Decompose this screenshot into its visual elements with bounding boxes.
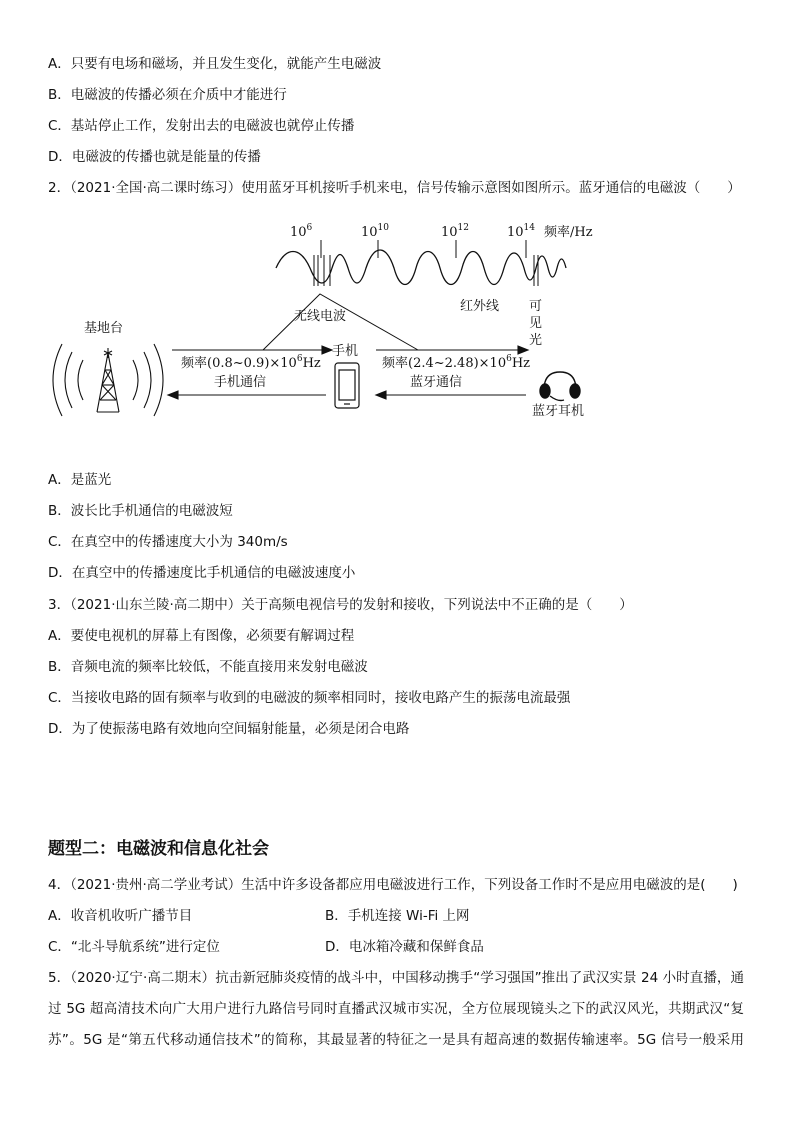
phone-comm-label: 手机通信 xyxy=(214,375,267,390)
q3-option-b: B．音频电流的频率比较低，不能直接用来发射电磁波 xyxy=(48,659,368,675)
earphone-icon xyxy=(540,372,580,401)
phone-label: 手机 xyxy=(332,344,359,359)
tick-10-14: 10 xyxy=(507,225,524,240)
earphone-label: 蓝牙耳机 xyxy=(532,404,585,419)
section-title: 题型二：电磁波和信息化社会 xyxy=(48,839,269,859)
q4-option-a: A．收音机收听广播节目 xyxy=(48,908,193,924)
base-station-label: 基地台 xyxy=(84,321,124,336)
q2-option-d: D．在真空中的传播速度比手机通信的电磁波速度小 xyxy=(48,565,356,581)
left-frequency: 频率$(0.8\sim 0.9)\times 10^6Hz$ xyxy=(181,354,321,371)
q4-stem: 4．（2021·贵州·高二学业考试）生活中许多设备都应用电磁波进行工作，下列设备工作时不是应用电磁波的是( ) xyxy=(48,877,738,893)
q2-option-a: A．是蓝光 xyxy=(48,472,112,488)
q1-option-c: C．基站停止工作，发射出去的电磁波也就停止传播 xyxy=(48,118,355,134)
base-station-icon xyxy=(53,344,163,416)
q1-option-a: A．只要有电场和磁场，并且发生变化，就能产生电磁波 xyxy=(48,56,382,72)
radio-wave-label: 无线电波 xyxy=(294,309,347,324)
q3-stem: 3．（2021·山东兰陵·高二期中）关于高频电视信号的发射和接收，下列说法中不正确的是（ ） xyxy=(48,597,633,613)
q3-option-c: C．当接收电路的固有频率与收到的电磁波的频率相同时，接收电路产生的振荡电流最强 xyxy=(48,690,571,706)
q2-option-c: C．在真空中的传播速度大小为 340m/s xyxy=(48,534,288,550)
phone-icon xyxy=(335,363,359,408)
q3-option-d: D．为了使振荡电路有效地向空间辐射能量，必须是闭合电路 xyxy=(48,721,410,737)
q3-option-a: A．要使电视机的屏幕上有图像，必须要有解调过程 xyxy=(48,628,355,644)
svg-text:106 xyxy=(290,223,313,240)
tick-10-6-exp: 6 xyxy=(306,223,313,233)
svg-text:1010 xyxy=(361,223,389,240)
signal-transmission-diagram xyxy=(48,210,768,440)
q5-line-2: 过 5G 超高清技术向广大用户进行九路信号同时直播武汉城市实况，全方位展现镜头之下的武汉风光，共期武汉“复 xyxy=(48,1001,744,1017)
tick-10-10-exp: 10 xyxy=(377,223,389,233)
visible-light-label-3: 光 xyxy=(529,333,543,348)
spectrum-wave xyxy=(276,250,566,285)
q4-option-b: B．手机连接 Wi-Fi 上网 xyxy=(325,908,470,924)
q2-stem: 2．（2021·全国·高二课时练习）使用蓝牙耳机接听手机来电，信号传输示意图如图所示。蓝牙通信的电磁波（ ） xyxy=(48,180,741,196)
bluetooth-comm-label: 蓝牙通信 xyxy=(410,375,463,390)
frequency-unit: 频率/Hz xyxy=(544,225,593,240)
infrared-label: 红外线 xyxy=(460,299,500,314)
svg-text:1014 xyxy=(507,223,535,240)
tick-10-14-exp: 14 xyxy=(523,223,535,233)
tick-10-12: 10 xyxy=(441,225,458,240)
radio-band-marks xyxy=(314,255,538,286)
phone-comm-arrows xyxy=(168,346,332,399)
tick-10-10: 10 xyxy=(361,225,378,240)
q5-line-3: 苏”。5G 是“第五代移动通信技术”的简称，其最显著的特征之一是具有超高速的数据传输速率。5G 信号一般采用 xyxy=(48,1032,744,1048)
q4-option-d: D．电冰箱冷藏和保鲜食品 xyxy=(325,939,484,955)
right-frequency: 频率$(2.4\sim 2.48)\times 10^6Hz$ xyxy=(382,354,531,371)
q4-option-c: C．“北斗导航系统”进行定位 xyxy=(48,939,220,955)
tick-10-6: 10 xyxy=(290,225,307,240)
q5-line-1: 5．（2020·辽宁·高二期末）抗击新冠肺炎疫情的战斗中，中国移动携手“学习强国”推出了武汉实景 24 小时直播，通 xyxy=(48,970,744,986)
q1-option-b: B．电磁波的传播必须在介质中才能进行 xyxy=(48,87,287,103)
visible-light-label-2: 见 xyxy=(529,316,543,331)
svg-text:1012 xyxy=(441,223,469,240)
tick-10-12-exp: 12 xyxy=(457,223,469,233)
frequency-ticks xyxy=(290,223,593,258)
visible-light-label-1: 可 xyxy=(529,299,543,314)
q2-option-b: B．波长比手机通信的电磁波短 xyxy=(48,503,233,519)
q1-option-d: D．电磁波的传播也就是能量的传播 xyxy=(48,149,261,165)
